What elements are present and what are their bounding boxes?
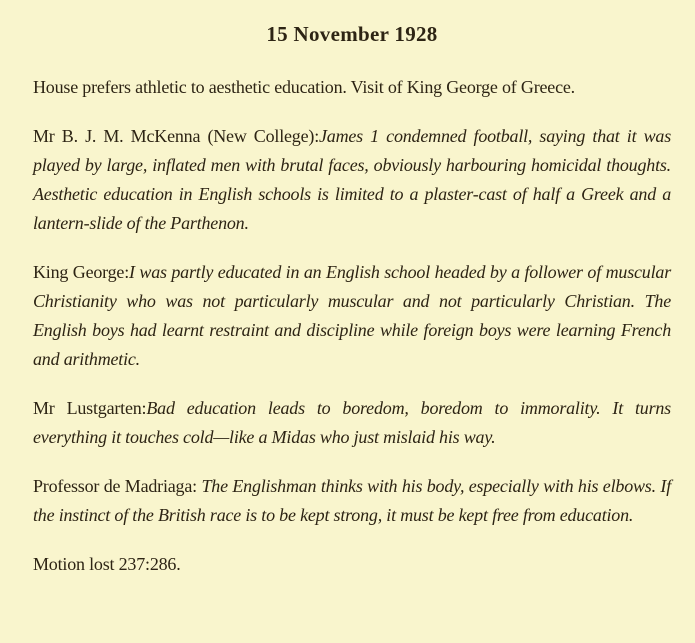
speaker-label: Professor de Madriaga: — [33, 476, 202, 496]
page-title: 15 November 1928 — [266, 22, 438, 46]
speaker-label: Mr Lustgarten: — [33, 398, 147, 418]
speaker-label: King George: — [33, 262, 130, 282]
paragraph — [33, 472, 671, 530]
paragraph — [33, 258, 671, 374]
paragraph — [33, 73, 671, 102]
speech-text: The Englishman thinks with his body, especially with his elbows. If the instinct of the British race is to be kept strong, it must be kept free from education. — [33, 476, 671, 525]
minutes-body — [33, 73, 671, 579]
speech-text: Bad education leads to boredom, boredom to immorality. It turns everything it touches cold—like a Midas who just mislaid his way. — [33, 398, 671, 447]
speaker-label: Mr B. J. M. McKenna (New College): — [33, 126, 319, 146]
statement-text: House prefers athletic to aesthetic education. Visit of King George of Greece. — [33, 77, 575, 97]
speech-text: James 1 condemned football, saying that it was played by large, inflated men with brutal faces, obviously harbouring homicidal thoughts. Aesthetic education in English schools is limited to a plaster-cast of half a Greek and a lantern-slide of the Parthenon. — [33, 126, 671, 233]
statement-text: Motion lost 237:286. — [33, 554, 181, 574]
speech-text: I was partly educated in an English school headed by a follower of muscular Christianity who was not particularly muscular and not particularly Christian. The English boys had learnt restraint and discipline while foreign boys were learning French and arithmetic. — [33, 262, 671, 369]
paragraph — [33, 550, 671, 579]
paragraph — [33, 394, 671, 452]
paragraph — [33, 122, 671, 238]
